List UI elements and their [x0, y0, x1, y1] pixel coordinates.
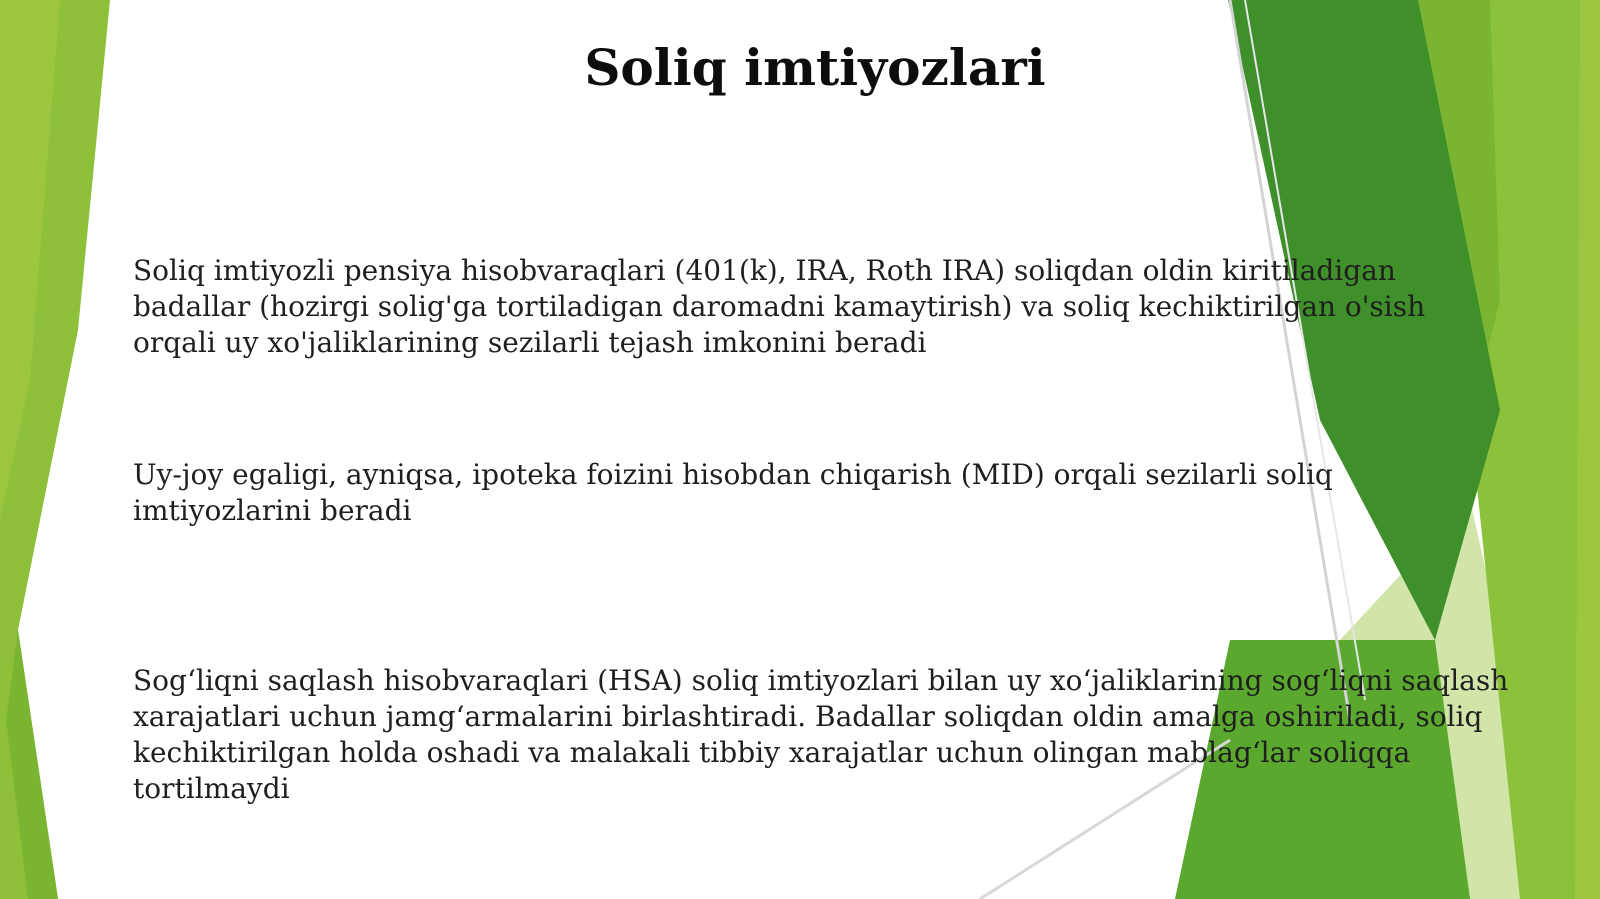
- slide-title: Soliq imtiyozlari: [584, 38, 1046, 97]
- paragraph-homeownership: Uy-joy egaligi, ayniqsa, ipoteka foizini hisobdan chiqarish (MID) orqali sezilarli soliq imtiyozlarini beradi: [133, 458, 1333, 527]
- paragraph-health-savings: Sog‘liqni saqlash hisobvaraqlari (HSA) soliq imtiyozlari bilan uy xo‘jaliklarining sog‘liqni saqlash xarajatlari uchun jamg‘armalarini birlashtiradi. Badallar soliqdan oldin amalga oshiriladi, soliq kechiktirilgan holda oshadi va malakali tibbiy xarajatlar uchun olingan mablag‘lar soliqqa tortilmaydi: [133, 664, 1509, 805]
- paragraph-pension-accounts: Soliq imtiyozli pensiya hisobvaraqlari (401(k), IRA, Roth IRA) soliqdan oldin kiritiladigan badallar (hozirgi solig'ga tortiladigan daromadni kamaytirish) va soliq kechiktirilgan o'sish orqali uy xo'jaliklarining sezilarli tejash imkonini beradi: [133, 254, 1426, 359]
